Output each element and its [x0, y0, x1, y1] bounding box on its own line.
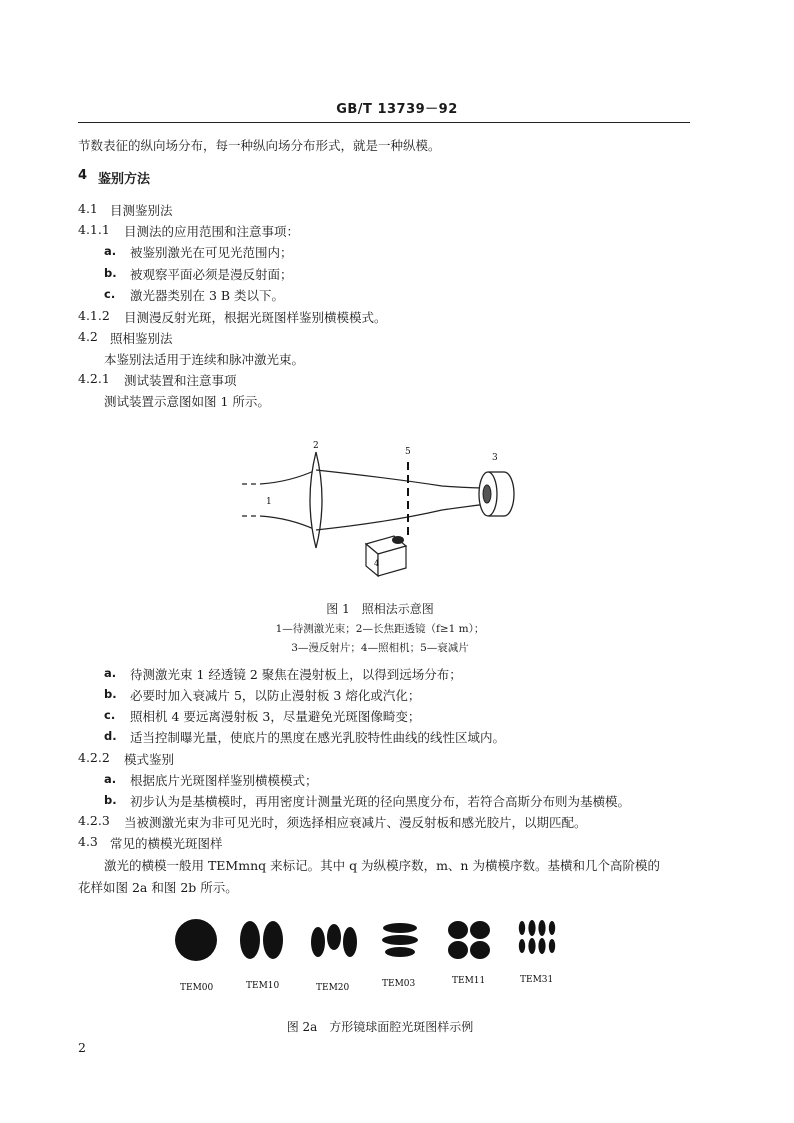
s422-item-a-text: 根据底片光斑图样鉴别横模模式； — [130, 773, 318, 788]
s411-item-c-text: 激光器类别在 3 B 类以下。 — [130, 288, 285, 303]
fig1-caption: 图 1 照相法示意图 — [326, 602, 434, 616]
section-4-num: 4 — [78, 168, 88, 183]
s411-item-a-label: a. — [104, 244, 117, 258]
s43-line-1: 激光的横模一般用 TEMmnq 来标记。其中 q 为纵模序数，m、n 为横模序数。基横和几个高阶模的 — [104, 858, 660, 873]
fig1-label-5: 5 — [405, 447, 411, 457]
s411-item-b-label: b. — [104, 266, 117, 280]
intro-line: 节数表征的纵向场分布，每一种纵向场分布形式，就是一种纵模。 — [78, 138, 441, 153]
s411-text: 目测法的应用范围和注意事项： — [124, 224, 300, 239]
s412-text: 目测漫反射光斑，根据光斑图样鉴别横模模式。 — [124, 310, 387, 325]
beam-upper-in — [260, 470, 316, 484]
beam-lower-in — [260, 516, 316, 530]
tem00-label: TEM00 — [180, 983, 214, 993]
lens-shape — [310, 452, 322, 548]
fig1-legend-1: 1—待测激光束；2—长焦距透镜（f≥1 m）； — [275, 623, 485, 635]
tem31-label: TEM31 — [520, 975, 554, 985]
s411-num: 4.1.1 — [78, 222, 110, 237]
s43-title: 常见的横模光斑图样 — [110, 836, 223, 851]
s421-item-a-text: 待测激光束 1 经透镜 2 聚焦在漫射板上，以得到远场分布； — [130, 667, 462, 682]
s421-title: 测试装置和注意事项 — [124, 373, 237, 388]
figure-2a-patterns — [160, 910, 580, 1000]
s422-item-b-label: b. — [104, 793, 117, 807]
s41-title: 目测鉴别法 — [110, 203, 173, 218]
s421-item-d-text: 适当控制曝光量，使底片的黑度在感光乳胶特性曲线的线性区域内。 — [130, 730, 506, 745]
s42-title: 照相鉴别法 — [110, 331, 173, 346]
fig1-label-1: 1 — [266, 497, 272, 507]
s421-item-a-label: a. — [104, 666, 117, 680]
fig1-label-3: 3 — [492, 453, 498, 463]
tem31-spot — [519, 920, 555, 954]
s421-num: 4.2.1 — [78, 371, 110, 386]
fig1-label-2: 2 — [313, 441, 319, 451]
section-4-title: 鉴别方法 — [98, 172, 151, 187]
tem10-spot — [240, 921, 283, 959]
header-rule — [78, 122, 690, 123]
s42-text: 本鉴别法适用于连续和脉冲激光束。 — [104, 352, 305, 367]
figure-1-diagram — [230, 432, 550, 592]
tem11-label: TEM11 — [452, 976, 486, 986]
fig2a-caption: 图 2a 方形镜球面腔光斑图样示例 — [286, 1020, 474, 1034]
s43-line-2: 花样如图 2a 和图 2b 所示。 — [78, 880, 238, 895]
s423-text: 当被测激光束为非可见光时，须选择相应衰减片、漫反射板和感光胶片，以期匹配。 — [124, 815, 587, 830]
tem00-spot — [175, 919, 217, 961]
s421-item-c-label: c. — [104, 708, 116, 722]
s422-item-a-label: a. — [104, 772, 117, 786]
s421-item-b-text: 必要时加入衰减片 5，以防止漫射板 3 熔化或汽化； — [130, 688, 421, 703]
s421-item-d-label: d. — [104, 729, 117, 743]
s411-item-b-text: 被观察平面必须是漫反射面； — [130, 267, 293, 282]
s42-num: 4.2 — [78, 329, 98, 344]
s412-num: 4.1.2 — [78, 308, 110, 323]
tem11-spot — [448, 921, 490, 959]
tem03-spot — [382, 923, 418, 957]
tem03-label: TEM03 — [382, 979, 416, 989]
s423-num: 4.2.3 — [78, 813, 110, 828]
s43-num: 4.3 — [78, 834, 98, 849]
s421-text: 测试装置示意图如图 1 所示。 — [104, 394, 270, 409]
s41-num: 4.1 — [78, 201, 98, 216]
diffuser-spot — [483, 485, 491, 503]
s421-item-b-label: b. — [104, 687, 117, 701]
fig1-label-4: 4 — [374, 559, 380, 568]
beam-upper-out — [316, 470, 488, 488]
tem20-spot — [311, 924, 357, 957]
s411-item-a-text: 被鉴别激光在可见光范围内； — [130, 245, 293, 260]
beam-lower-out — [316, 504, 488, 530]
s421-item-c-text: 照相机 4 要远离漫射板 3，尽量避免光斑图像畸变； — [130, 709, 421, 724]
s422-item-b-text: 初步认为是基横模时，再用密度计测量光斑的径向黑度分布，若符合高斯分布则为基横模。 — [130, 794, 631, 809]
page-number: 2 — [78, 1040, 86, 1055]
s411-item-c-label: c. — [104, 287, 116, 301]
fig1-legend-2: 3—漫反射片；4—照相机；5—衰减片 — [291, 642, 469, 654]
tem10-label: TEM10 — [246, 981, 280, 991]
s422-num: 4.2.2 — [78, 750, 110, 765]
s422-title: 模式鉴别 — [124, 752, 175, 767]
tem20-label: TEM20 — [316, 983, 350, 993]
document-header: GB/T 13739－92 — [336, 102, 458, 117]
camera-icon — [366, 536, 406, 576]
